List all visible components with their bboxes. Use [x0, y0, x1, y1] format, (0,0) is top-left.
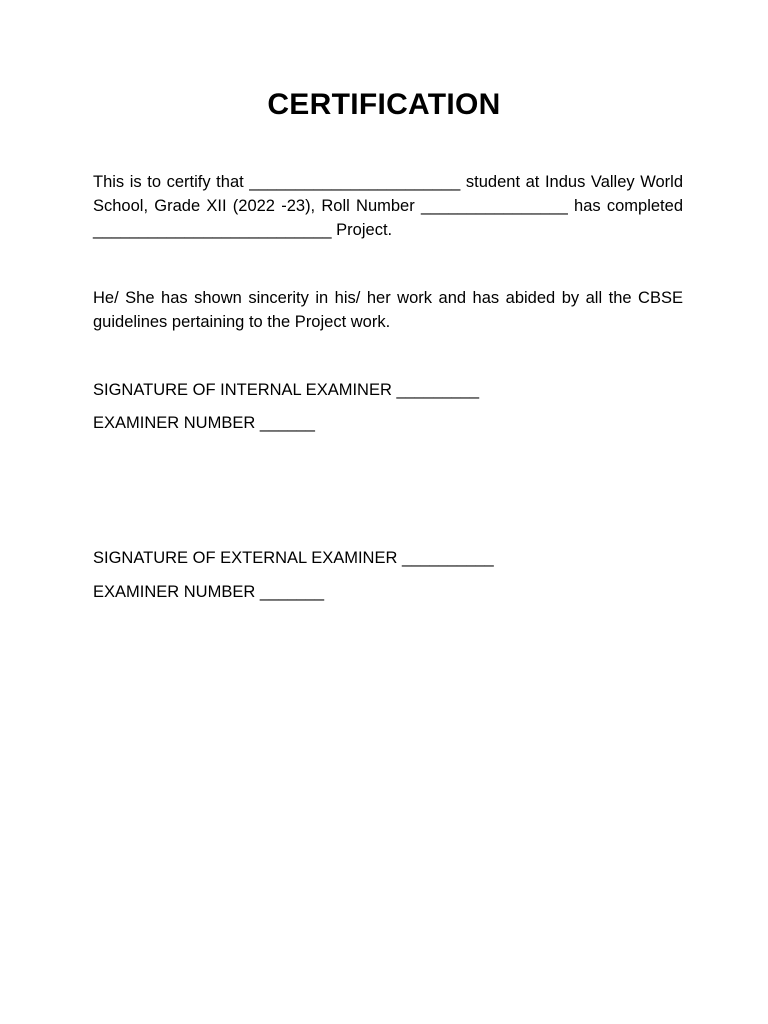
paragraph-line: __________________________ Project. [93, 221, 393, 239]
external-examiner-number: EXAMINER NUMBER _______ [93, 583, 325, 601]
document-title: CERTIFICATION [267, 88, 501, 121]
paragraph-line: This is to certify that _______________________ student at Indus Valley World [93, 173, 683, 191]
paragraph-line: He/ She has shown sincerity in his/ her work and has abided by all the CBSE [93, 289, 683, 307]
sincerity-paragraph [93, 286, 683, 334]
internal-examiner-number: EXAMINER NUMBER ______ [93, 414, 315, 432]
external-examiner-signature: SIGNATURE OF EXTERNAL EXAMINER __________ [93, 549, 494, 567]
certification-paragraph [93, 170, 683, 242]
paragraph-line: guidelines pertaining to the Project work. [93, 313, 391, 331]
paragraph-line: School, Grade XII (2022 -23), Roll Number ________________ has completed [93, 197, 683, 215]
internal-examiner-signature: SIGNATURE OF INTERNAL EXAMINER _________ [93, 381, 480, 399]
